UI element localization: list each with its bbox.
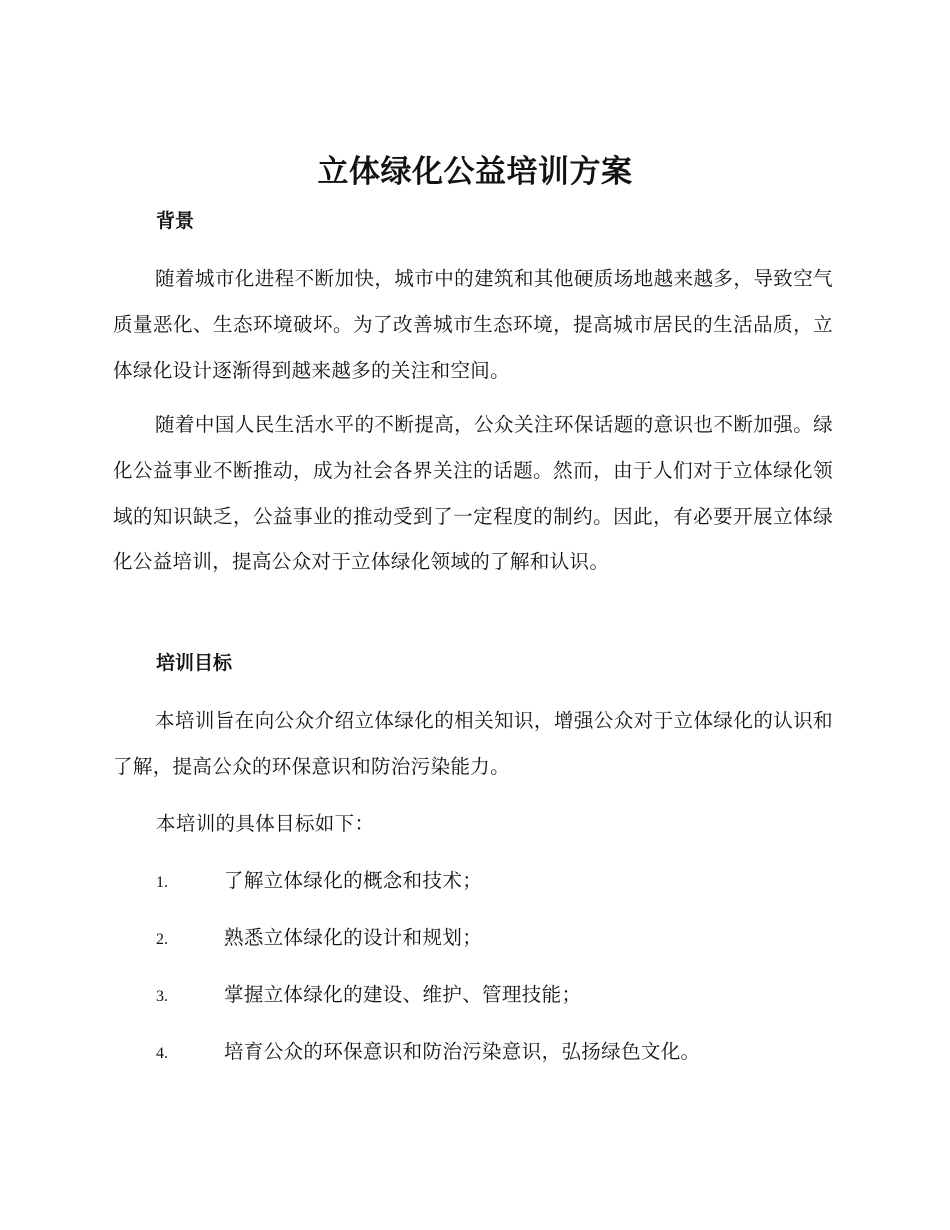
goal-list-item (156, 924, 836, 954)
background-paragraph-2: 随着中国人民生活水平的不断提高，公众关注环保话题的意识也不断加强。绿化公益事业不断推动，成为社会各界关注的话题。然而，由于人们对于立体绿化领域的知识缺乏，公益事业的推动受到了一定程度的制约。因此，有必要开展立体绿化公益培训，提高公众对于立体绿化领域的了解和认识。 (113, 413, 833, 574)
background-paragraph-1: 随着城市化进程不断加快，城市中的建筑和其他硬质场地越来越多，导致空气质量恶化、生态环境破坏。为了改善城市生态环境，提高城市居民的生活品质，立体绿化设计逐渐得到越来越多的关注和空间。 (113, 267, 833, 382)
list-text: 培育公众的环保意识和防治污染意识，弘扬绿色文化。 (224, 1040, 701, 1063)
document-title: 立体绿化公益培训方案 (317, 154, 633, 190)
goal-list-item (156, 867, 836, 897)
goal-list-item (156, 981, 836, 1011)
section-heading-background: 背景 (156, 210, 195, 232)
goal-list-item (156, 1038, 836, 1068)
list-number: 1. (156, 874, 168, 891)
list-text: 掌握立体绿化的建设、维护、管理技能； (224, 983, 582, 1006)
section-heading-goals: 培训目标 (156, 652, 233, 674)
goals-list-intro: 本培训的具体目标如下： (156, 812, 375, 835)
list-text: 了解立体绿化的概念和技术； (224, 869, 483, 892)
list-number: 4. (156, 1045, 168, 1062)
list-number: 3. (156, 988, 168, 1005)
goals-intro-paragraph: 本培训旨在向公众介绍立体绿化的相关知识，增强公众对于立体绿化的认识和了解，提高公众的环保意识和防治污染能力。 (113, 709, 833, 778)
list-number: 2. (156, 931, 168, 948)
list-text: 熟悉立体绿化的设计和规划； (224, 926, 483, 949)
